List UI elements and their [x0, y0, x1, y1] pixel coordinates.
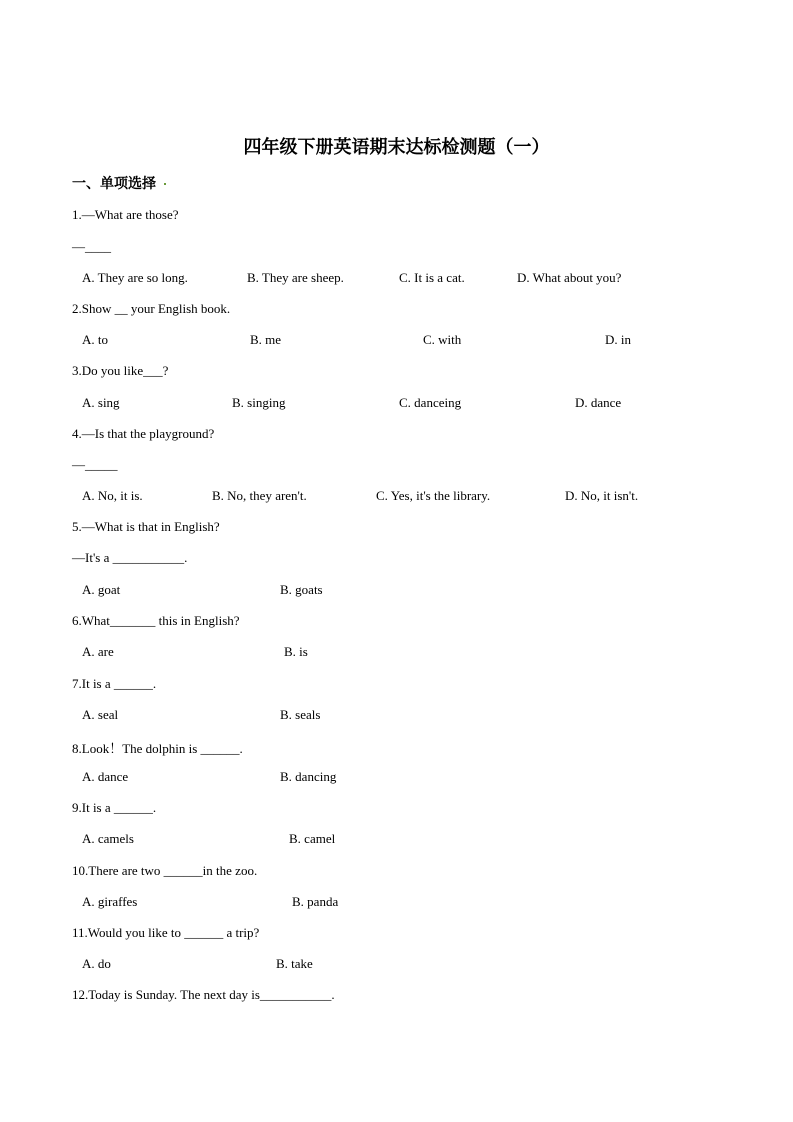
q10-option-b: B. panda: [292, 894, 339, 909]
q3-option-d: D. dance: [575, 395, 622, 410]
q4-option-b: B. No, they aren't.: [212, 488, 307, 503]
question-12: 12.Today is Sunday. The next day is___________.: [72, 987, 335, 1002]
q4-option-d: D. No, it isn't.: [565, 488, 639, 503]
answer-line-4: —_____: [72, 457, 118, 472]
page-title: 四年级下册英语期末达标检测题（一）: [243, 137, 550, 158]
q11-option-a: A. do: [82, 956, 111, 971]
question-11: 11.Would you like to ______ a trip?: [72, 925, 260, 940]
section-heading: [72, 173, 166, 193]
question-7: 7.It is a ______.: [72, 676, 157, 691]
q10-option-a: A. giraffes: [82, 894, 138, 909]
q5-option-b: B. goats: [280, 582, 323, 597]
q2-option-b: B. me: [250, 332, 282, 347]
q8-option-a: A. dance: [82, 769, 129, 784]
q9-option-a: A. camels: [82, 831, 134, 846]
q5-option-a: A. goat: [82, 582, 121, 597]
question-5: 5.—What is that in English?: [72, 519, 220, 534]
q11-option-b: B. take: [276, 956, 313, 971]
question-2: 2.Show __ your English book.: [72, 301, 231, 316]
q4-option-a: A. No, it is.: [82, 488, 143, 503]
q6-option-b: B. is: [284, 644, 308, 659]
q1-option-b: B. They are sheep.: [247, 270, 344, 285]
q8-option-b: B. dancing: [280, 769, 337, 784]
q2-option-a: A. to: [82, 332, 108, 347]
q3-option-c: C. danceing: [399, 395, 462, 410]
q4-option-c: C. Yes, it's the library.: [376, 488, 491, 503]
q7-option-a: A. seal: [82, 707, 119, 722]
answer-line-1: —____: [72, 239, 111, 254]
q3-option-b: B. singing: [232, 395, 286, 410]
question-8: 8.Look！The dolphin is ______.: [72, 741, 243, 756]
question-6: 6.What_______ this in English?: [72, 613, 240, 628]
q9-option-b: B. camel: [289, 831, 336, 846]
q7-option-b: B. seals: [280, 707, 321, 722]
question-10: 10.There are two ______in the zoo.: [72, 863, 258, 878]
question-1: 1.—What are those?: [72, 207, 179, 222]
answer-line-5: —It's a ___________.: [72, 550, 188, 565]
q6-option-a: A. are: [82, 644, 114, 659]
q1-option-a: A. They are so long.: [82, 270, 188, 285]
q1-option-c: C. It is a cat.: [399, 270, 465, 285]
q2-option-d: D. in: [605, 332, 631, 347]
q1-option-d: D. What about you?: [517, 270, 622, 285]
question-9: 9.It is a ______.: [72, 800, 157, 815]
q2-option-c: C. with: [423, 332, 462, 347]
q3-option-a: A. sing: [82, 395, 120, 410]
decorative-dot: [164, 183, 166, 185]
question-3: 3.Do you like___?: [72, 363, 169, 378]
question-4: 4.—Is that the playground?: [72, 426, 215, 441]
section-label: 一、单项选择: [72, 176, 156, 192]
